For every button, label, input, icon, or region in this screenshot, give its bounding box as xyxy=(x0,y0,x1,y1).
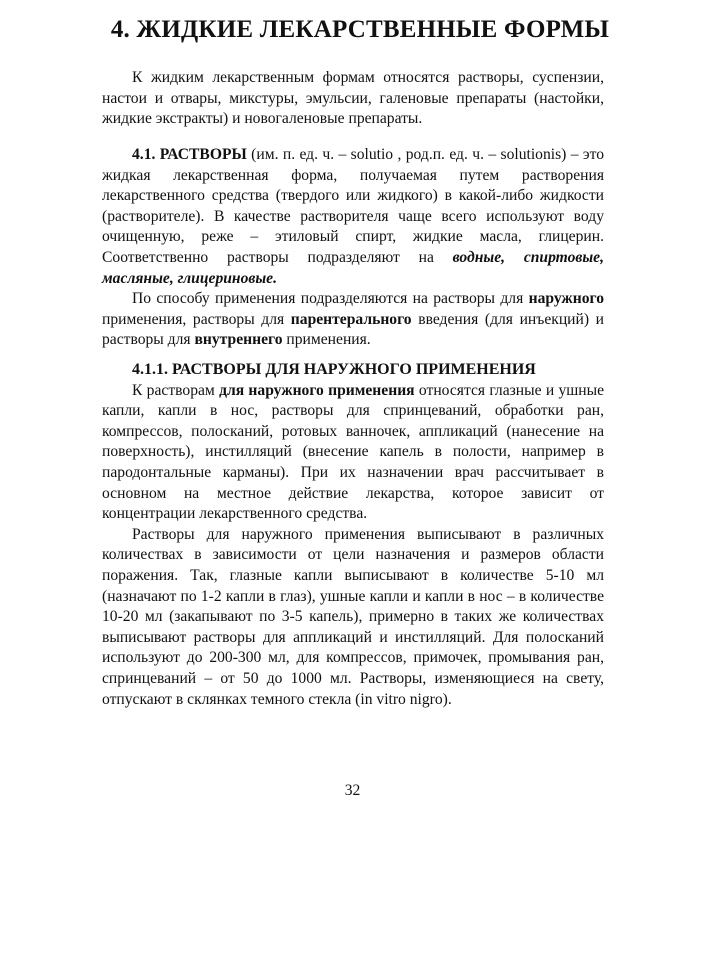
section-4-1-1-p1-text-c: относятся глазные и ушные капли, капли в нос, растворы для спринцеваний, обработки ран, компрессов, полосканий, ротовых ванночек, аппликаций (нанесение на поверхность), инстилляций (внесение капель в полости, например в пародонтальные карманы). При их назначении врач рассчитывает в основном на местное действие лекарства, которое зависит от концентрации лекарственного средства. xyxy=(102,381,604,523)
page-number: 32 xyxy=(344,782,361,799)
intro-paragraph: К жидким лекарственным формам относятся растворы, суспензии, настои и отвары, микстуры, эмульсии, галеновые препараты (настойки, жидкие экстракты) и новогаленовые препараты. xyxy=(102,69,604,128)
section-4-1-heading: 4.1. РАСТВОРЫ xyxy=(132,146,247,163)
section-4-1-paragraph-1 xyxy=(102,145,604,289)
intro-block xyxy=(102,68,604,130)
parenteral-emphasis: парентерального xyxy=(290,310,412,328)
solution-types-emphasis: водные, спиртовые, масляные, глицериновые. xyxy=(102,248,604,287)
section-4-1-1-heading: 4.1.1. РАСТВОРЫ ДЛЯ НАРУЖНОГО ПРИМЕНЕНИЯ xyxy=(132,361,536,378)
section-4-1-p2-text-d: введения (для инъекций) и растворы для xyxy=(102,310,604,349)
external-use-emphasis: для наружного применения xyxy=(219,381,415,399)
external-emphasis: наружного xyxy=(528,290,604,308)
section-4-1-1-p1-text-a: К растворам xyxy=(132,381,220,399)
chapter-title: 4. ЖИДКИЕ ЛЕКАРСТВЕННЫЕ ФОРМЫ xyxy=(110,16,610,43)
section-4-1-p2-text-a: По способу применения подразделяются на растворы для xyxy=(132,290,529,308)
section-4-1-p2-text-c: применения, растворы для xyxy=(102,310,291,328)
section-4-1-1-paragraph-2: Растворы для наружного применения выписывают в различных количествах в зависимости от цели назначения и размеров области поражения. Так, глазные капли выписывают в количестве 5-10 мл (назначают по 1-2 капли в глаз), ушные капли и капли в нос – в количестве 10-20 мл (закапывают по 3-5 капель), примерно в таких же количествах выписывают растворы для аппликаций и инстилляций. Для полосканий используют до 200-300 мл, для компрессов, примочек, промывания ран, спринцеваний – от 50 до 1000 мл. Растворы, изменяющиеся на свету, отпускают в склянках темного стекла (in vitro nigro). xyxy=(102,525,604,708)
section-4-1 xyxy=(102,145,604,351)
section-4-1-1-paragraph-1 xyxy=(102,381,604,525)
section-4-1-p2-text-e: применения. xyxy=(282,331,371,349)
section-4-1-1 xyxy=(102,360,604,710)
section-4-1-text: (им. п. ед. ч. – solutio , род.п. ед. ч. – solutionis) – это жидкая лекарственная форма, получаемая путем растворения лекарственного средства (твердого или жидкого) в какой-либо жидкости (растворителе). В качестве растворителя чаще всего используют воду очищенную, реже – этиловый спирт, жидкие масла, глицерин. Соответственно растворы подразделяют на xyxy=(102,146,604,266)
internal-emphasis: внутреннего xyxy=(194,331,283,349)
section-4-1-paragraph-2 xyxy=(102,289,604,351)
